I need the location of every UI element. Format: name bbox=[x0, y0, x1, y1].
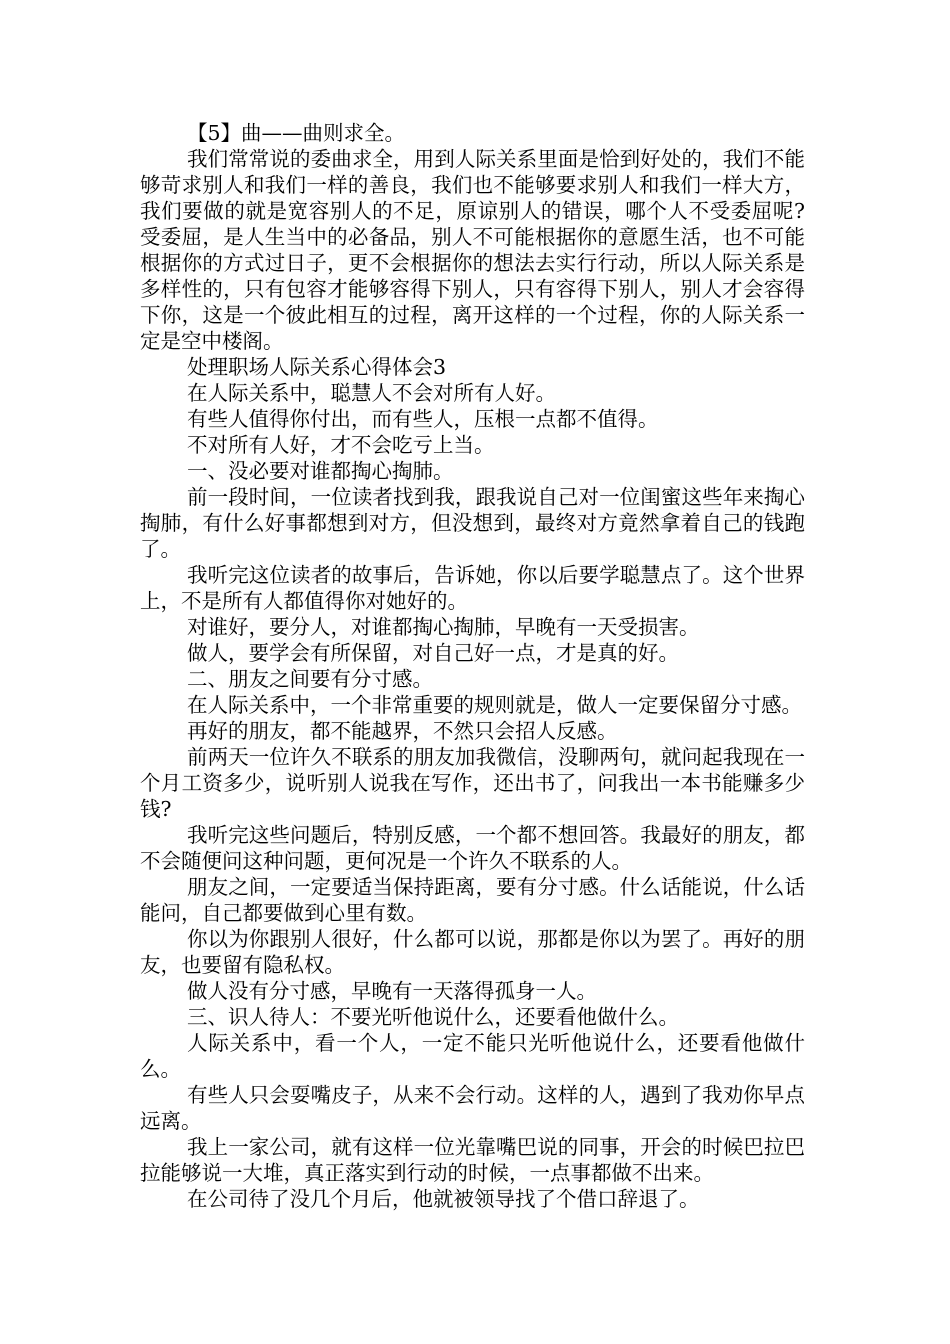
article-title: 处理职场人际关系心得体会3 bbox=[187, 355, 447, 379]
document-body bbox=[140, 120, 805, 1212]
paragraph: 有些人值得你付出，而有些人，压根一点都不值得。 bbox=[187, 407, 659, 431]
paragraph: 前两天一位许久不联系的朋友加我微信，没聊两句，就问起我现在一个月工资多少，说听别人说我在写作，还出书了，问我出一本书能赚多少钱? bbox=[140, 745, 805, 821]
section-heading: 一、没必要对谁都掏心掏肺。 bbox=[187, 459, 454, 483]
paragraph: 我们常常说的委曲求全，用到人际关系里面是恰到好处的，我们不能够苛求别人和我们一样的善良，我们也不能够要求别人和我们一样大方，我们要做的就是宽容别人的不足，原谅别人的错误，哪个人不受委屈呢?受委屈，是人生当中的必备品，别人不可能根据你的意愿生活，也不可能根据你的方式过日子，更不会根据你的想法去实行行动，所以人际关系是多样性的，只有包容才能够容得下别人，只有容得下别人，别人才会容得下你，这是一个彼此相互的过程，离开这样的一个过程，你的人际关系一定是空中楼阁。 bbox=[140, 147, 805, 353]
paragraph: 在人际关系中，聪慧人不会对所有人好。 bbox=[187, 381, 556, 405]
paragraph: 朋友之间，一定要适当保持距离，要有分寸感。什么话能说，什么话能问，自己都要做到心里有数。 bbox=[140, 875, 805, 925]
paragraph: 前一段时间，一位读者找到我，跟我说自己对一位闺蜜这些年来掏心掏肺，有什么好事都想到对方，但没想到，最终对方竟然拿着自己的钱跑了。 bbox=[140, 485, 805, 561]
paragraph: 做人，要学会有所保留，对自己好一点，才是真的好。 bbox=[187, 641, 679, 665]
paragraph: 有些人只会耍嘴皮子，从来不会行动。这样的人，遇到了我劝你早点远离。 bbox=[140, 1083, 805, 1133]
paragraph: 你以为你跟别人很好，什么都可以说，那都是你以为罢了。再好的朋友，也要留有隐私权。 bbox=[140, 927, 805, 977]
paragraph: 人际关系中，看一个人，一定不能只光听他说什么，还要看他做什么。 bbox=[140, 1031, 805, 1081]
paragraph: 做人没有分寸感，早晚有一天落得孤身一人。 bbox=[187, 979, 597, 1003]
section-heading: 三、识人待人：不要光听他说什么，还要看他做什么。 bbox=[187, 1005, 679, 1029]
paragraph: 在公司待了没几个月后，他就被领导找了个借口辞退了。 bbox=[187, 1187, 700, 1211]
paragraph: 对谁好，要分人，对谁都掏心掏肺，早晚有一天受损害。 bbox=[187, 615, 700, 639]
paragraph: 不对所有人好，才不会吃亏上当。 bbox=[187, 433, 495, 457]
paragraph: 我听完这位读者的故事后，告诉她，你以后要学聪慧点了。这个世界上，不是所有人都值得你对她好的。 bbox=[140, 563, 805, 613]
paragraph: 在人际关系中，一个非常重要的规则就是，做人一定要保留分寸感。 bbox=[187, 693, 802, 717]
paragraph: 再好的朋友，都不能越界，不然只会招人反感。 bbox=[187, 719, 618, 743]
section-heading: 【5】曲——曲则求全。 bbox=[187, 121, 406, 145]
paragraph: 我听完这些问题后，特别反感，一个都不想回答。我最好的朋友，都不会随便问这种问题，更何况是一个许久不联系的人。 bbox=[140, 823, 805, 873]
paragraph: 我上一家公司，就有这样一位光靠嘴巴说的同事，开会的时候巴拉巴拉能够说一大堆，真正落实到行动的时候，一点事都做不出来。 bbox=[140, 1135, 805, 1185]
section-heading: 二、朋友之间要有分寸感。 bbox=[187, 667, 433, 691]
